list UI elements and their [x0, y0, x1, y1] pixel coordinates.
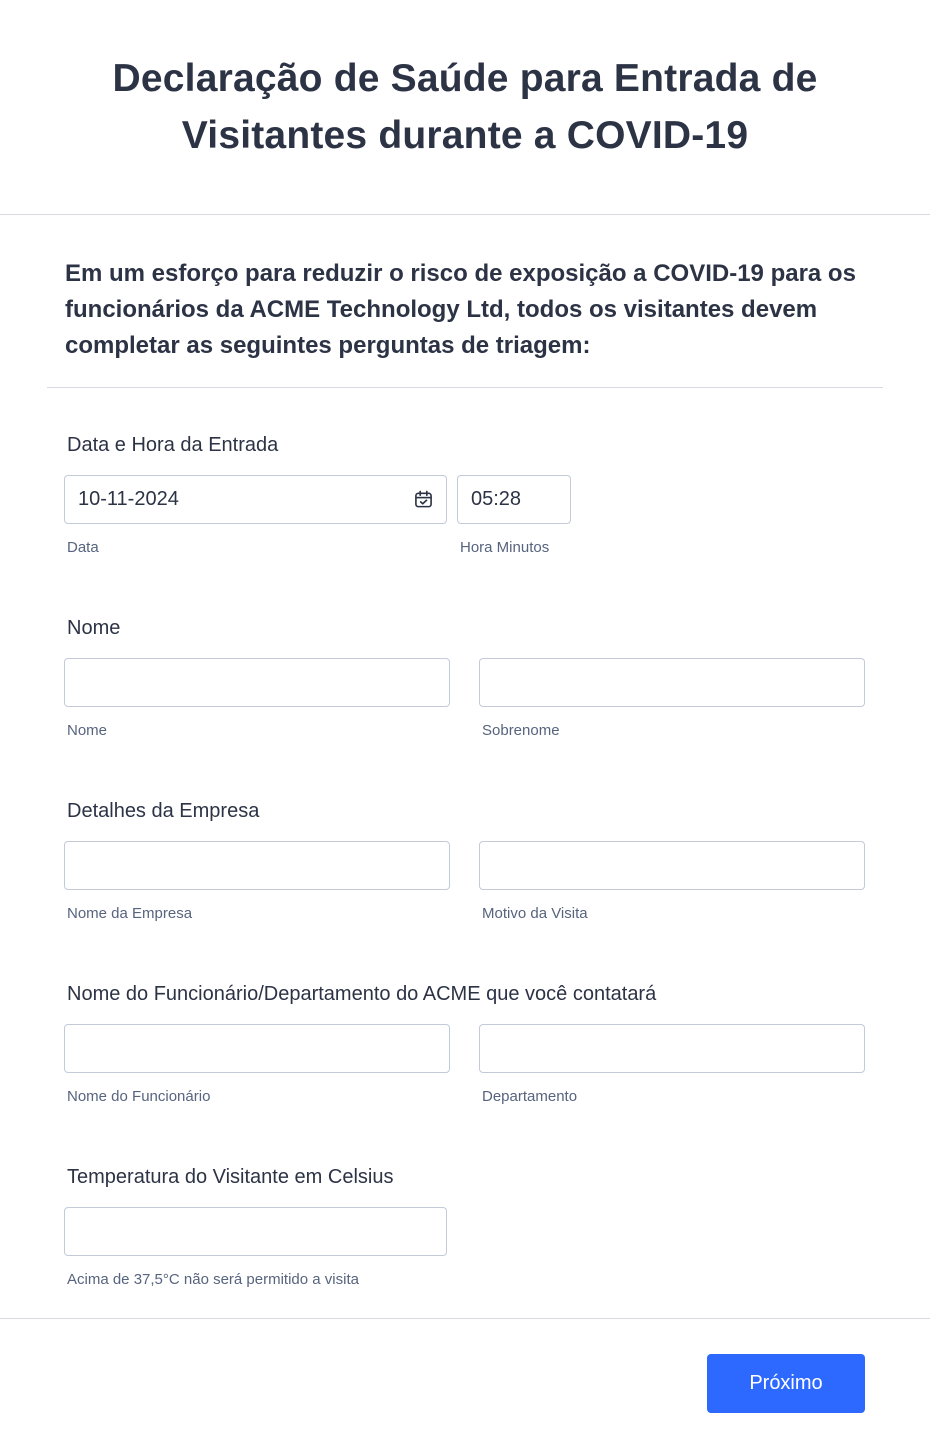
employee-name-sublabel: Nome do Funcionário: [67, 1088, 211, 1105]
company-details-label: Detalhes da Empresa: [67, 800, 260, 822]
calendar-icon[interactable]: [414, 490, 433, 509]
first-name-sublabel: Nome: [67, 722, 108, 739]
time-input[interactable]: [457, 475, 571, 524]
intro-divider: [47, 387, 883, 388]
temperature-input[interactable]: [64, 1207, 447, 1256]
next-button[interactable]: Próximo: [707, 1354, 865, 1413]
form-title: Declaração de Saúde para Entrada de Visitantes durante a COVID-19: [112, 57, 818, 157]
contact-label: Nome do Funcionário/Departamento do ACME que você contatará: [67, 983, 657, 1005]
temperature-sublabel: Acima de 37,5°C não será permitido a visita: [67, 1271, 359, 1288]
name-label: Nome: [67, 617, 121, 639]
date-value: 10-11-2024: [78, 488, 179, 510]
date-input[interactable]: [64, 475, 447, 524]
company-name-sublabel: Nome da Empresa: [67, 905, 193, 922]
department-input[interactable]: [479, 1024, 865, 1073]
company-name-input[interactable]: [64, 841, 450, 890]
intro-text: Em um esforço para reduzir o risco de exposição a COVID-19 para os funcionários da ACME Technology Ltd, todos os visitantes devem completar as seguintes perguntas de triagem:: [65, 260, 856, 359]
entry-datetime-label: Data e Hora da Entrada: [67, 434, 279, 456]
last-name-sublabel: Sobrenome: [482, 722, 560, 739]
date-sublabel: Data: [67, 539, 99, 556]
temperature-label: Temperatura do Visitante em Celsius: [67, 1166, 394, 1188]
department-sublabel: Departamento: [482, 1088, 578, 1105]
first-name-input[interactable]: [64, 658, 450, 707]
employee-name-input[interactable]: [64, 1024, 450, 1073]
footer-divider: [0, 1318, 930, 1319]
form-header: [0, 0, 930, 215]
visit-reason-input[interactable]: [479, 841, 865, 890]
time-sublabel: Hora Minutos: [460, 539, 550, 556]
last-name-input[interactable]: [479, 658, 865, 707]
time-value: 05:28: [471, 488, 522, 510]
visit-reason-sublabel: Motivo da Visita: [482, 905, 588, 922]
